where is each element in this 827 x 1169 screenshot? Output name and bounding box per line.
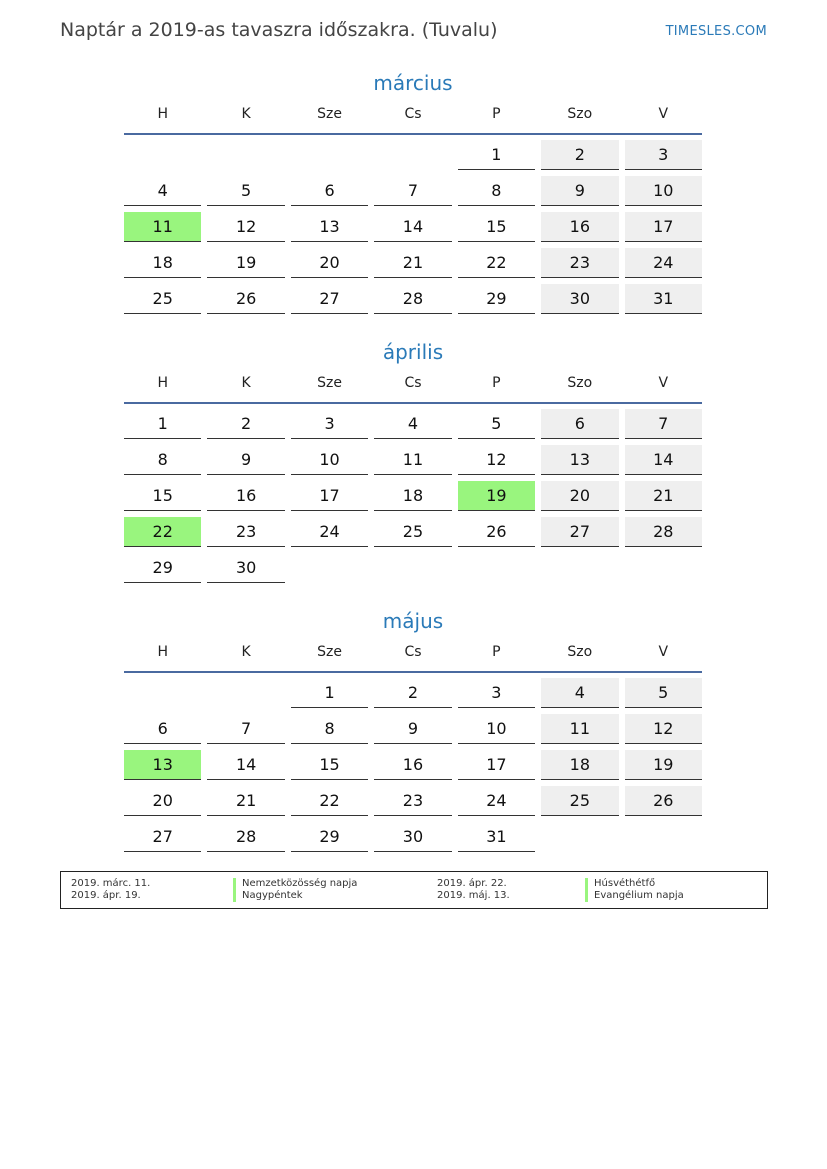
weekday-label: K [241,375,251,391]
week-row [124,481,702,511]
month-title: március [373,71,453,95]
empty-day-cell [541,822,618,852]
empty-day-cell [374,140,451,170]
day-cell: 6 [291,176,368,206]
week-row [124,176,702,206]
day-cell: 8 [124,445,201,475]
weekday-label: H [157,106,168,122]
day-cell: 16 [207,481,284,511]
legend-date: 2019. márc. 11. [71,878,151,889]
page-title: Naptár a 2019-as tavaszra időszakra. (Tuvalu) [60,19,498,41]
week-row [124,786,702,816]
weekday-label: H [157,644,168,660]
day-cell: 26 [207,284,284,314]
legend-row [71,878,761,890]
day-cell: 16 [541,212,618,242]
week-row [124,212,702,242]
day-cell: 6 [124,714,201,744]
day-cell: 5 [625,678,702,708]
weekday-header [124,105,702,135]
empty-day-cell [124,678,201,708]
empty-day-cell [541,553,618,583]
weekday-label: K [241,106,251,122]
day-cell: 7 [207,714,284,744]
week-row [124,678,702,708]
day-cell: 4 [374,409,451,439]
day-cell: 7 [374,176,451,206]
day-cell: 31 [458,822,535,852]
day-cell: 4 [541,678,618,708]
day-cell: 2 [541,140,618,170]
day-cell: 3 [458,678,535,708]
day-cell: 17 [291,481,368,511]
day-cell: 6 [541,409,618,439]
day-cell: 29 [458,284,535,314]
legend-date: 2019. ápr. 19. [71,890,141,901]
weeks-grid [124,409,702,583]
legend-date: 2019. máj. 13. [437,890,510,901]
empty-day-cell [625,553,702,583]
day-cell: 29 [124,553,201,583]
day-cell: 11 [541,714,618,744]
day-cell: 12 [207,212,284,242]
month-title: április [382,340,444,364]
day-cell: 16 [374,750,451,780]
weekday-header [124,374,702,404]
week-row [124,714,702,744]
day-cell: 27 [291,284,368,314]
legend-row [71,890,761,902]
week-row [124,248,702,278]
month-calendar [124,608,702,858]
day-cell: 13 [291,212,368,242]
day-cell: 25 [124,284,201,314]
weekday-label: K [241,644,251,660]
day-cell: 15 [458,212,535,242]
day-cell: 30 [541,284,618,314]
week-row [124,445,702,475]
day-cell: 9 [207,445,284,475]
weekday-label: V [658,375,669,391]
weekday-label: Szo [567,375,593,391]
day-cell: 19 [207,248,284,278]
day-cell: 1 [458,140,535,170]
weeks-grid [124,140,702,314]
weekday-label: P [492,375,501,391]
day-cell: 1 [291,678,368,708]
empty-day-cell [625,822,702,852]
day-cell: 23 [541,248,618,278]
day-cell: 10 [291,445,368,475]
day-cell: 3 [625,140,702,170]
legend-holiday-name: Nemzetközösség napja [233,878,357,890]
day-cell: 5 [207,176,284,206]
day-cell: 7 [625,409,702,439]
empty-day-cell [124,140,201,170]
day-cell: 1 [124,409,201,439]
day-cell: 28 [207,822,284,852]
weekday-label: Cs [404,375,422,391]
week-row [124,822,702,852]
week-row [124,284,702,314]
weekday-label: H [157,375,168,391]
day-cell: 30 [207,553,284,583]
day-cell: 15 [124,481,201,511]
day-cell: 2 [207,409,284,439]
weeks-grid [124,678,702,852]
day-cell: 21 [374,248,451,278]
weekday-label: Sze [317,106,342,122]
day-cell: 27 [124,822,201,852]
day-cell: 8 [458,176,535,206]
empty-day-cell [291,553,368,583]
day-cell: 15 [291,750,368,780]
day-cell: 24 [625,248,702,278]
weekday-label: V [658,644,669,660]
month-calendar [124,339,702,589]
day-cell: 13 [541,445,618,475]
weekday-label: Sze [317,375,342,391]
day-cell: 22 [458,248,535,278]
legend-holiday-name: Nagypéntek [233,890,303,902]
day-cell: 12 [458,445,535,475]
day-cell: 20 [541,481,618,511]
day-cell: 13 [124,750,201,780]
day-cell: 14 [374,212,451,242]
month-title: május [382,609,444,633]
empty-day-cell [207,678,284,708]
legend-holiday-name: Evangélium napja [585,890,684,902]
day-cell: 26 [458,517,535,547]
day-cell: 12 [625,714,702,744]
weekday-label: P [492,106,501,122]
weekday-label: Szo [567,644,593,660]
legend-date: 2019. ápr. 22. [437,878,507,889]
month-calendar [124,70,702,320]
day-cell: 22 [124,517,201,547]
empty-day-cell [374,553,451,583]
weekday-label: V [658,106,669,122]
empty-day-cell [458,553,535,583]
week-row [124,140,702,170]
day-cell: 17 [458,750,535,780]
week-row [124,517,702,547]
day-cell: 22 [291,786,368,816]
day-cell: 8 [291,714,368,744]
day-cell: 4 [124,176,201,206]
weekday-header [124,643,702,673]
day-cell: 10 [458,714,535,744]
day-cell: 18 [124,248,201,278]
legend-holiday-name: Húsvéthétfő [585,878,655,890]
day-cell: 11 [124,212,201,242]
day-cell: 19 [625,750,702,780]
weekday-label: Sze [317,644,342,660]
day-cell: 20 [124,786,201,816]
day-cell: 2 [374,678,451,708]
day-cell: 21 [625,481,702,511]
week-row [124,409,702,439]
day-cell: 28 [374,284,451,314]
day-cell: 29 [291,822,368,852]
day-cell: 14 [625,445,702,475]
day-cell: 3 [291,409,368,439]
day-cell: 25 [541,786,618,816]
day-cell: 9 [541,176,618,206]
day-cell: 11 [374,445,451,475]
week-row [124,553,702,583]
holiday-legend [60,871,768,909]
weekday-label: P [492,644,501,660]
day-cell: 24 [458,786,535,816]
empty-day-cell [291,140,368,170]
day-cell: 19 [458,481,535,511]
day-cell: 28 [625,517,702,547]
day-cell: 24 [291,517,368,547]
day-cell: 17 [625,212,702,242]
day-cell: 27 [541,517,618,547]
day-cell: 31 [625,284,702,314]
day-cell: 23 [207,517,284,547]
weekday-label: Cs [404,106,422,122]
day-cell: 18 [374,481,451,511]
weekday-label: Cs [404,644,422,660]
day-cell: 9 [374,714,451,744]
day-cell: 20 [291,248,368,278]
day-cell: 26 [625,786,702,816]
week-row [124,750,702,780]
day-cell: 5 [458,409,535,439]
day-cell: 25 [374,517,451,547]
weekday-label: Szo [567,106,593,122]
day-cell: 14 [207,750,284,780]
day-cell: 30 [374,822,451,852]
empty-day-cell [207,140,284,170]
day-cell: 23 [374,786,451,816]
day-cell: 21 [207,786,284,816]
day-cell: 18 [541,750,618,780]
day-cell: 10 [625,176,702,206]
site-link[interactable]: TIMESLES.COM [665,24,767,39]
